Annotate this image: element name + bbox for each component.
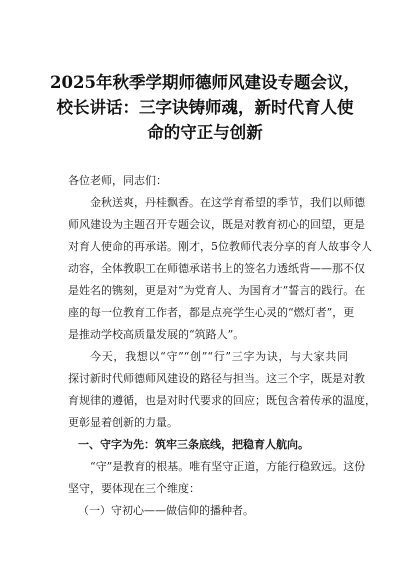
salutation — [68, 170, 348, 192]
text-line: 对育人使命的再承诺。刚才，5位教师代表分享的育人故事令人 — [68, 240, 372, 253]
paragraph-section-intro — [68, 456, 366, 500]
text-line: 今天，我想以“守”“创”“行”三字为诀，与大家共同 — [90, 350, 348, 363]
paragraph-theme — [68, 346, 376, 434]
document-title — [50, 70, 360, 145]
text-line: “守”是教育的根基。唯有坚守正道，方能行稳致远。这份 — [90, 460, 366, 473]
text-line: 坚守，要体现在三个维度： — [68, 482, 200, 495]
text-line: 座的每一位教育工作者，都是点亮学生心灵的“燃灯者”，更 — [68, 306, 355, 319]
text-line: 一、守字为先：筑牢三条底线，把稳育人航向。 — [78, 438, 309, 451]
text-line: 各位老师，同志们： — [68, 174, 167, 187]
text-line: 金秋送爽，丹桂飘香。在这学育希望的季节，我们以师德 — [90, 196, 365, 209]
document-body — [68, 170, 376, 522]
text-line: 育规律的遵循，也是对时代要求的回应；既包含着传承的温度， — [68, 394, 376, 407]
text-line: 师风建设为主题召开专题会议，既是对教育初心的回望，更是 — [68, 218, 365, 231]
subsection-heading — [68, 500, 348, 522]
text-line: （一）守初心——做信仰的播种者。 — [78, 504, 254, 517]
title-line: 校长讲话：三字诀铸师魂，新时代育人使 — [56, 98, 354, 117]
text-line: 探讨新时代师德师风建设的路径与担当。这三个字，既是对教 — [68, 372, 365, 385]
text-line: 是姓名的镌刻，更是对“为党育人、为国育才”誓言的践行。在 — [68, 284, 366, 297]
title-line: 命的守正与创新 — [147, 123, 263, 142]
text-line: 动容，全体教职工在师德承诺书上的签名力透纸背——那不仅 — [68, 262, 365, 275]
title-line: 2025年秋季学期师德师风建设专题会议， — [50, 73, 360, 92]
text-line: 更彰显着创新的力量。 — [68, 416, 178, 429]
section-heading — [68, 434, 348, 456]
text-line: 是推动学校高质量发展的“筑路人”。 — [68, 328, 245, 341]
paragraph-opening — [68, 192, 372, 346]
